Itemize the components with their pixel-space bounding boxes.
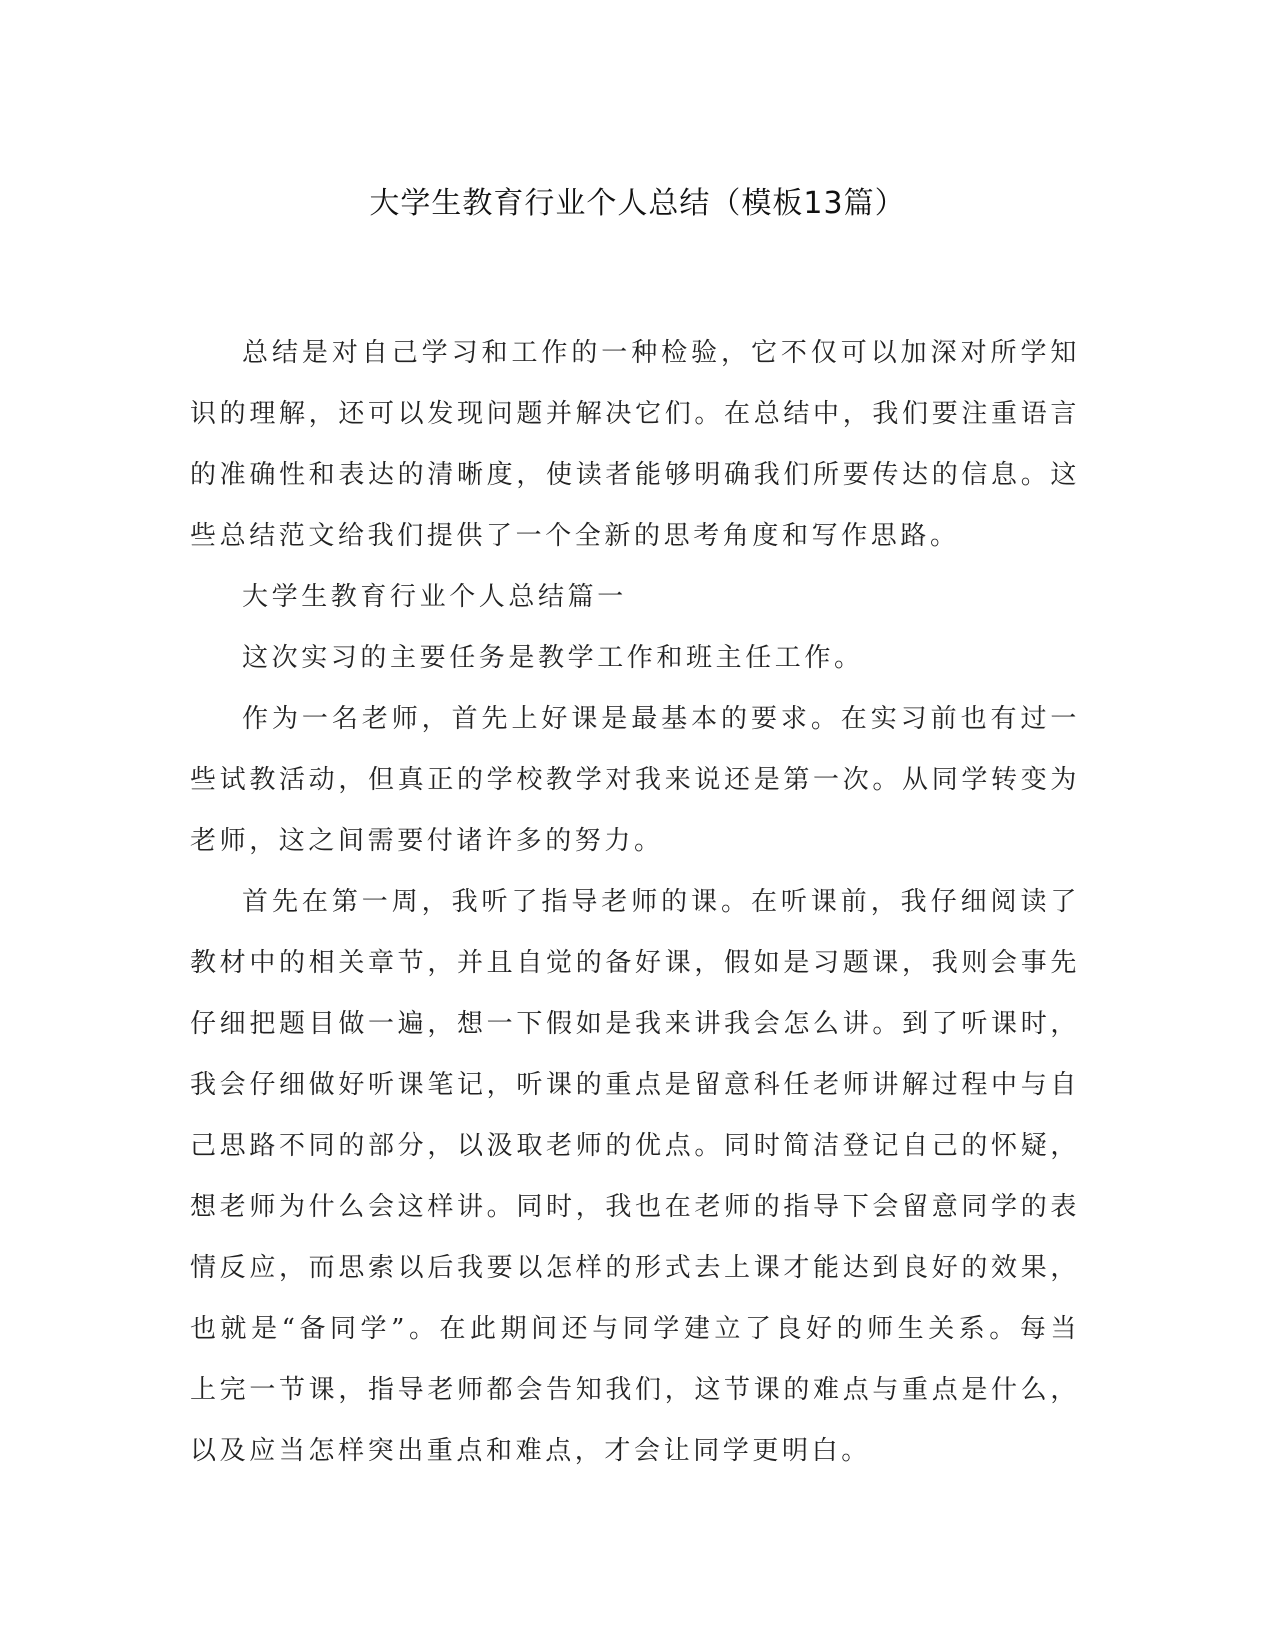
document-body	[190, 323, 1080, 1482]
paragraph: 作为一名老师，首先上好课是最基本的要求。在实习前也有过一些试教活动，但真正的学校教学对我来说还是第一次。从同学转变为老师，这之间需要付诸许多的努力。	[190, 704, 1080, 856]
section-heading: 大学生教育行业个人总结篇一	[242, 582, 627, 612]
paragraph: 首先在第一周，我听了指导老师的课。在听课前，我仔细阅读了教材中的相关章节，并且自觉的备好课，假如是习题课，我则会事先仔细把题目做一遍，想一下假如是我来讲我会怎么讲。到了听课时，我会仔细做好听课笔记，听课的重点是留意科任老师讲解过程中与自己思路不同的部分，以汲取老师的优点。同时简洁登记自己的怀疑，想老师为什么会这样讲。同时，我也在老师的指导下会留意同学的表情反应，而思索以后我要以怎样的形式去上课才能达到良好的效果，也就是“备同学”。在此期间还与同学建立了良好的师生关系。每当上完一节课，指导老师都会告知我们，这节课的难点与重点是什么，以及应当怎样突出重点和难点，才会让同学更明白。	[190, 887, 1080, 1466]
document-title: 大学生教育行业个人总结（模板13篇）	[369, 186, 906, 221]
paragraph: 这次实习的主要任务是教学工作和班主任工作。	[242, 643, 864, 673]
paragraph-intro: 总结是对自己学习和工作的一种检验，它不仅可以加深对所学知识的理解，还可以发现问题并解决它们。在总结中，我们要注重语言的准确性和表达的清晰度，使读者能够明确我们所要传达的信息。这些总结范文给我们提供了一个全新的思考角度和写作思路。	[190, 338, 1080, 551]
